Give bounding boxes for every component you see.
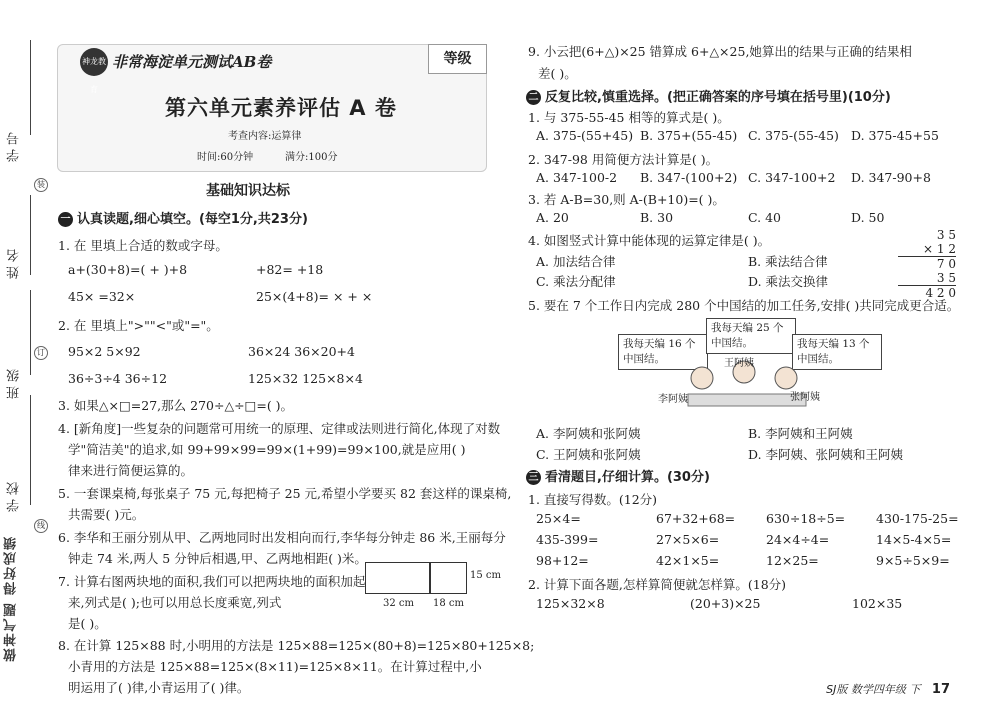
q2-1-c: C. 375-(55-45) <box>748 128 839 143</box>
q2-3-d: D. 50 <box>851 210 885 225</box>
q2-5-c: C. 王阿姨和张阿姨 <box>536 447 641 462</box>
student-number-label: 学号 <box>7 128 22 162</box>
vm-line-1: 3 5 <box>936 228 956 242</box>
bubble-wang: 我每天编 25 个中国结。 <box>706 318 796 354</box>
q3-1: 1. 直接写得数。(12分) <box>528 492 658 507</box>
q2-1-b: B. 375+(55-45) <box>640 128 738 143</box>
q1-4b: 学"简洁美"的追求,如 99+99×99=99×(1+99)=99×100,就是应用( ) <box>68 442 466 457</box>
q2-5-d: D. 李阿姨、张阿姨和王阿姨 <box>748 447 904 462</box>
field-plot-b <box>429 562 467 594</box>
exam-content: 考查内容:运算律 <box>228 131 302 142</box>
q1-5b: 共需要( )元。 <box>68 507 145 522</box>
q1-7b: 来,列式是( );也可以用总长度乘宽,列式 <box>68 595 282 610</box>
calc-r3c1: 98+12= <box>536 553 589 568</box>
field-plot-a <box>365 562 431 594</box>
q2-4: 4. 如图竖式计算中能体现的运算定律是( )。 <box>528 233 771 248</box>
calc-r2c1: 435-399= <box>536 532 599 547</box>
q1-1d: 25×(4+8)= × + × <box>256 289 373 304</box>
q1-2c: 36÷3÷4 36÷12 <box>68 371 168 386</box>
q1-8c: 明运用了( )律,小青运用了( )律。 <box>68 680 250 695</box>
q2-3: 3. 若 A-B=30,则 A-(B+10)=( )。 <box>528 192 725 207</box>
calc-r1c4: 430-175-25= <box>876 511 959 526</box>
page-number: 17 <box>931 682 950 697</box>
calc2-3: 102×35 <box>852 596 903 611</box>
q2-2: 2. 347-98 用简便方法计算是( )。 <box>528 152 719 167</box>
section-2-badge: 二 <box>526 90 541 105</box>
q2-4-d: D. 乘法交换律 <box>748 274 829 289</box>
vm-line-5: 4 2 0 <box>925 286 956 300</box>
vm-line-3: 7 0 <box>936 257 956 271</box>
q1-9a: 9. 小云把(6+△)×25 错算成 6+△×25,她算出的结果与正确的结果相 <box>528 44 912 59</box>
name-li: 李阿姨 <box>658 394 688 405</box>
calc-r3c4: 9×5÷5×9= <box>876 553 950 568</box>
q2-3-c: C. 40 <box>748 210 781 225</box>
q2-1-a: A. 375-(55+45) <box>536 128 634 143</box>
q2-3-a: A. 20 <box>536 210 569 225</box>
publisher-logo: 神龙教育 <box>80 48 108 76</box>
binding-mark-3: 线 <box>34 519 48 533</box>
section-3-badge: 三 <box>526 470 541 485</box>
calc-r1c1: 25×4= <box>536 511 581 526</box>
exam-time: 时间:60分钟 <box>197 152 254 163</box>
q1-8a: 8. 在计算 125×88 时,小明用的方法是 125×88=125×(80+8)=125×80+125×8; <box>58 638 535 653</box>
name-label: 姓名 <box>7 245 22 279</box>
q1-2d: 125×32 125×8×4 <box>248 371 363 386</box>
section-3-heading <box>526 466 710 485</box>
q1-1: 1. 在 里填上合适的数或字母。 <box>58 238 228 253</box>
q2-5-a: A. 李阿姨和张阿姨 <box>536 426 641 441</box>
q1-4c: 律来进行简便运算的。 <box>68 463 194 478</box>
vertical-multiplication <box>898 228 956 300</box>
calc-r2c3: 24×4÷4= <box>766 532 830 547</box>
calc-r3c3: 12×25= <box>766 553 819 568</box>
q2-2-c: C. 347-100+2 <box>748 170 836 185</box>
calc-r1c3: 630÷18÷5= <box>766 511 846 526</box>
q1-7a: 7. 计算右图两块地的面积,我们可以把两块地的面积加起 <box>58 574 366 589</box>
q2-4-a: A. 加法结合律 <box>536 254 616 269</box>
vm-line-2: × 1 2 <box>898 242 956 257</box>
bubble-zhang: 我每天编 13 个中国结。 <box>792 334 882 370</box>
school-label: 学校 <box>7 478 22 512</box>
q1-1a: a+(30+8)=( + )+8 <box>68 262 188 277</box>
q1-2a: 95×2 5×92 <box>68 344 141 359</box>
name-wang: 王阿姨 <box>724 358 754 369</box>
section-1-badge: 一 <box>58 212 73 227</box>
q2-2-d: D. 347-90+8 <box>851 170 931 185</box>
field-width-b: 18 cm <box>433 598 464 609</box>
q1-3: 3. 如果△×□=27,那么 270÷△÷□=( )。 <box>58 398 294 413</box>
q2-1-d: D. 375-45+55 <box>851 128 939 143</box>
name-zhang: 张阿姨 <box>790 392 820 403</box>
basics-banner: 基础知识达标 <box>206 183 290 199</box>
class-label: 班级 <box>7 365 22 399</box>
section-1-title: 认真读题,细心填空。(每空1分,共23分) <box>77 212 308 227</box>
q2-4-c: C. 乘法分配律 <box>536 274 616 289</box>
binding-sidebar <box>0 0 46 719</box>
slogan: 做神气题 得好成绩 <box>4 535 19 662</box>
q1-1b: +82= +18 <box>256 262 324 277</box>
binding-mark-2: 订 <box>34 346 48 360</box>
q3-2: 2. 计算下面各题,怎样算简便就怎样算。(18分) <box>528 577 787 592</box>
calc2-2: (20+3)×25 <box>690 596 761 611</box>
calc-r3c2: 42×1×5= <box>656 553 720 568</box>
q1-8b: 小青用的方法是 125×88=125×(8×11)=125×8×11。在计算过程中,小 <box>68 659 482 674</box>
page-footer <box>826 681 950 697</box>
aunts-illustration <box>612 314 882 414</box>
field-width-a: 32 cm <box>383 598 414 609</box>
field-height: 15 cm <box>470 570 501 581</box>
calc2-1: 125×32×8 <box>536 596 605 611</box>
page-title: 第六单元素养评估 A 卷 <box>165 96 397 120</box>
q2-2-b: B. 347-(100+2) <box>640 170 738 185</box>
binding-mark-1: 装 <box>34 178 48 192</box>
q2-1: 1. 与 375-55-45 相等的算式是( )。 <box>528 110 730 125</box>
q2-2-a: A. 347-100-2 <box>536 170 618 185</box>
q2-3-b: B. 30 <box>640 210 674 225</box>
vm-line-4: 3 5 <box>898 271 956 286</box>
section-2-heading <box>526 86 891 105</box>
section-1-heading <box>58 208 308 227</box>
q2-5-b: B. 李阿姨和王阿姨 <box>748 426 853 441</box>
section-3-title: 看清题目,仔细计算。(30分) <box>545 470 710 485</box>
q1-4a: 4. [新角度]一些复杂的问题常可用统一的原理、定律或法则进行简化,体现了对数 <box>58 421 501 436</box>
series-brand: 非常海淀单元测试AB卷 <box>112 53 272 71</box>
q1-5a: 5. 一套课桌椅,每张桌子 75 元,每把椅子 25 元,希望小学要买 82 套这样的课桌椅, <box>58 486 512 501</box>
q1-6b: 钟走 74 米,两人 5 分钟后相遇,甲、乙两地相距( )米。 <box>68 551 367 566</box>
q1-2b: 36×24 36×20+4 <box>248 344 355 359</box>
calc-r1c2: 67+32+68= <box>656 511 736 526</box>
calc-r2c4: 14×5-4×5= <box>876 532 952 547</box>
grade-box: 等级 <box>428 44 487 74</box>
section-2-title: 反复比较,慎重选择。(把正确答案的序号填在括号里)(10分) <box>545 90 891 105</box>
bubble-li: 我每天编 16 个中国结。 <box>618 334 708 370</box>
calc-r2c2: 27×5×6= <box>656 532 720 547</box>
edition-label: SJ版 数学四年级 下 <box>826 683 921 696</box>
q2-4-b: B. 乘法结合律 <box>748 254 828 269</box>
q1-7c: 是( )。 <box>68 616 107 631</box>
exam-score: 满分:100分 <box>285 152 338 163</box>
q1-6a: 6. 李华和王丽分别从甲、乙两地同时出发相向而行,李华每分钟走 86 米,王丽每分 <box>58 530 506 545</box>
q1-9b: 差( )。 <box>538 66 577 81</box>
q2-5: 5. 要在 7 个工作日内完成 280 个中国结的加工任务,安排( )共同完成更合适。 <box>528 298 960 313</box>
q1-1c: 45× =32× <box>68 289 136 304</box>
q1-2: 2. 在 里填上">""<"或"="。 <box>58 318 219 333</box>
